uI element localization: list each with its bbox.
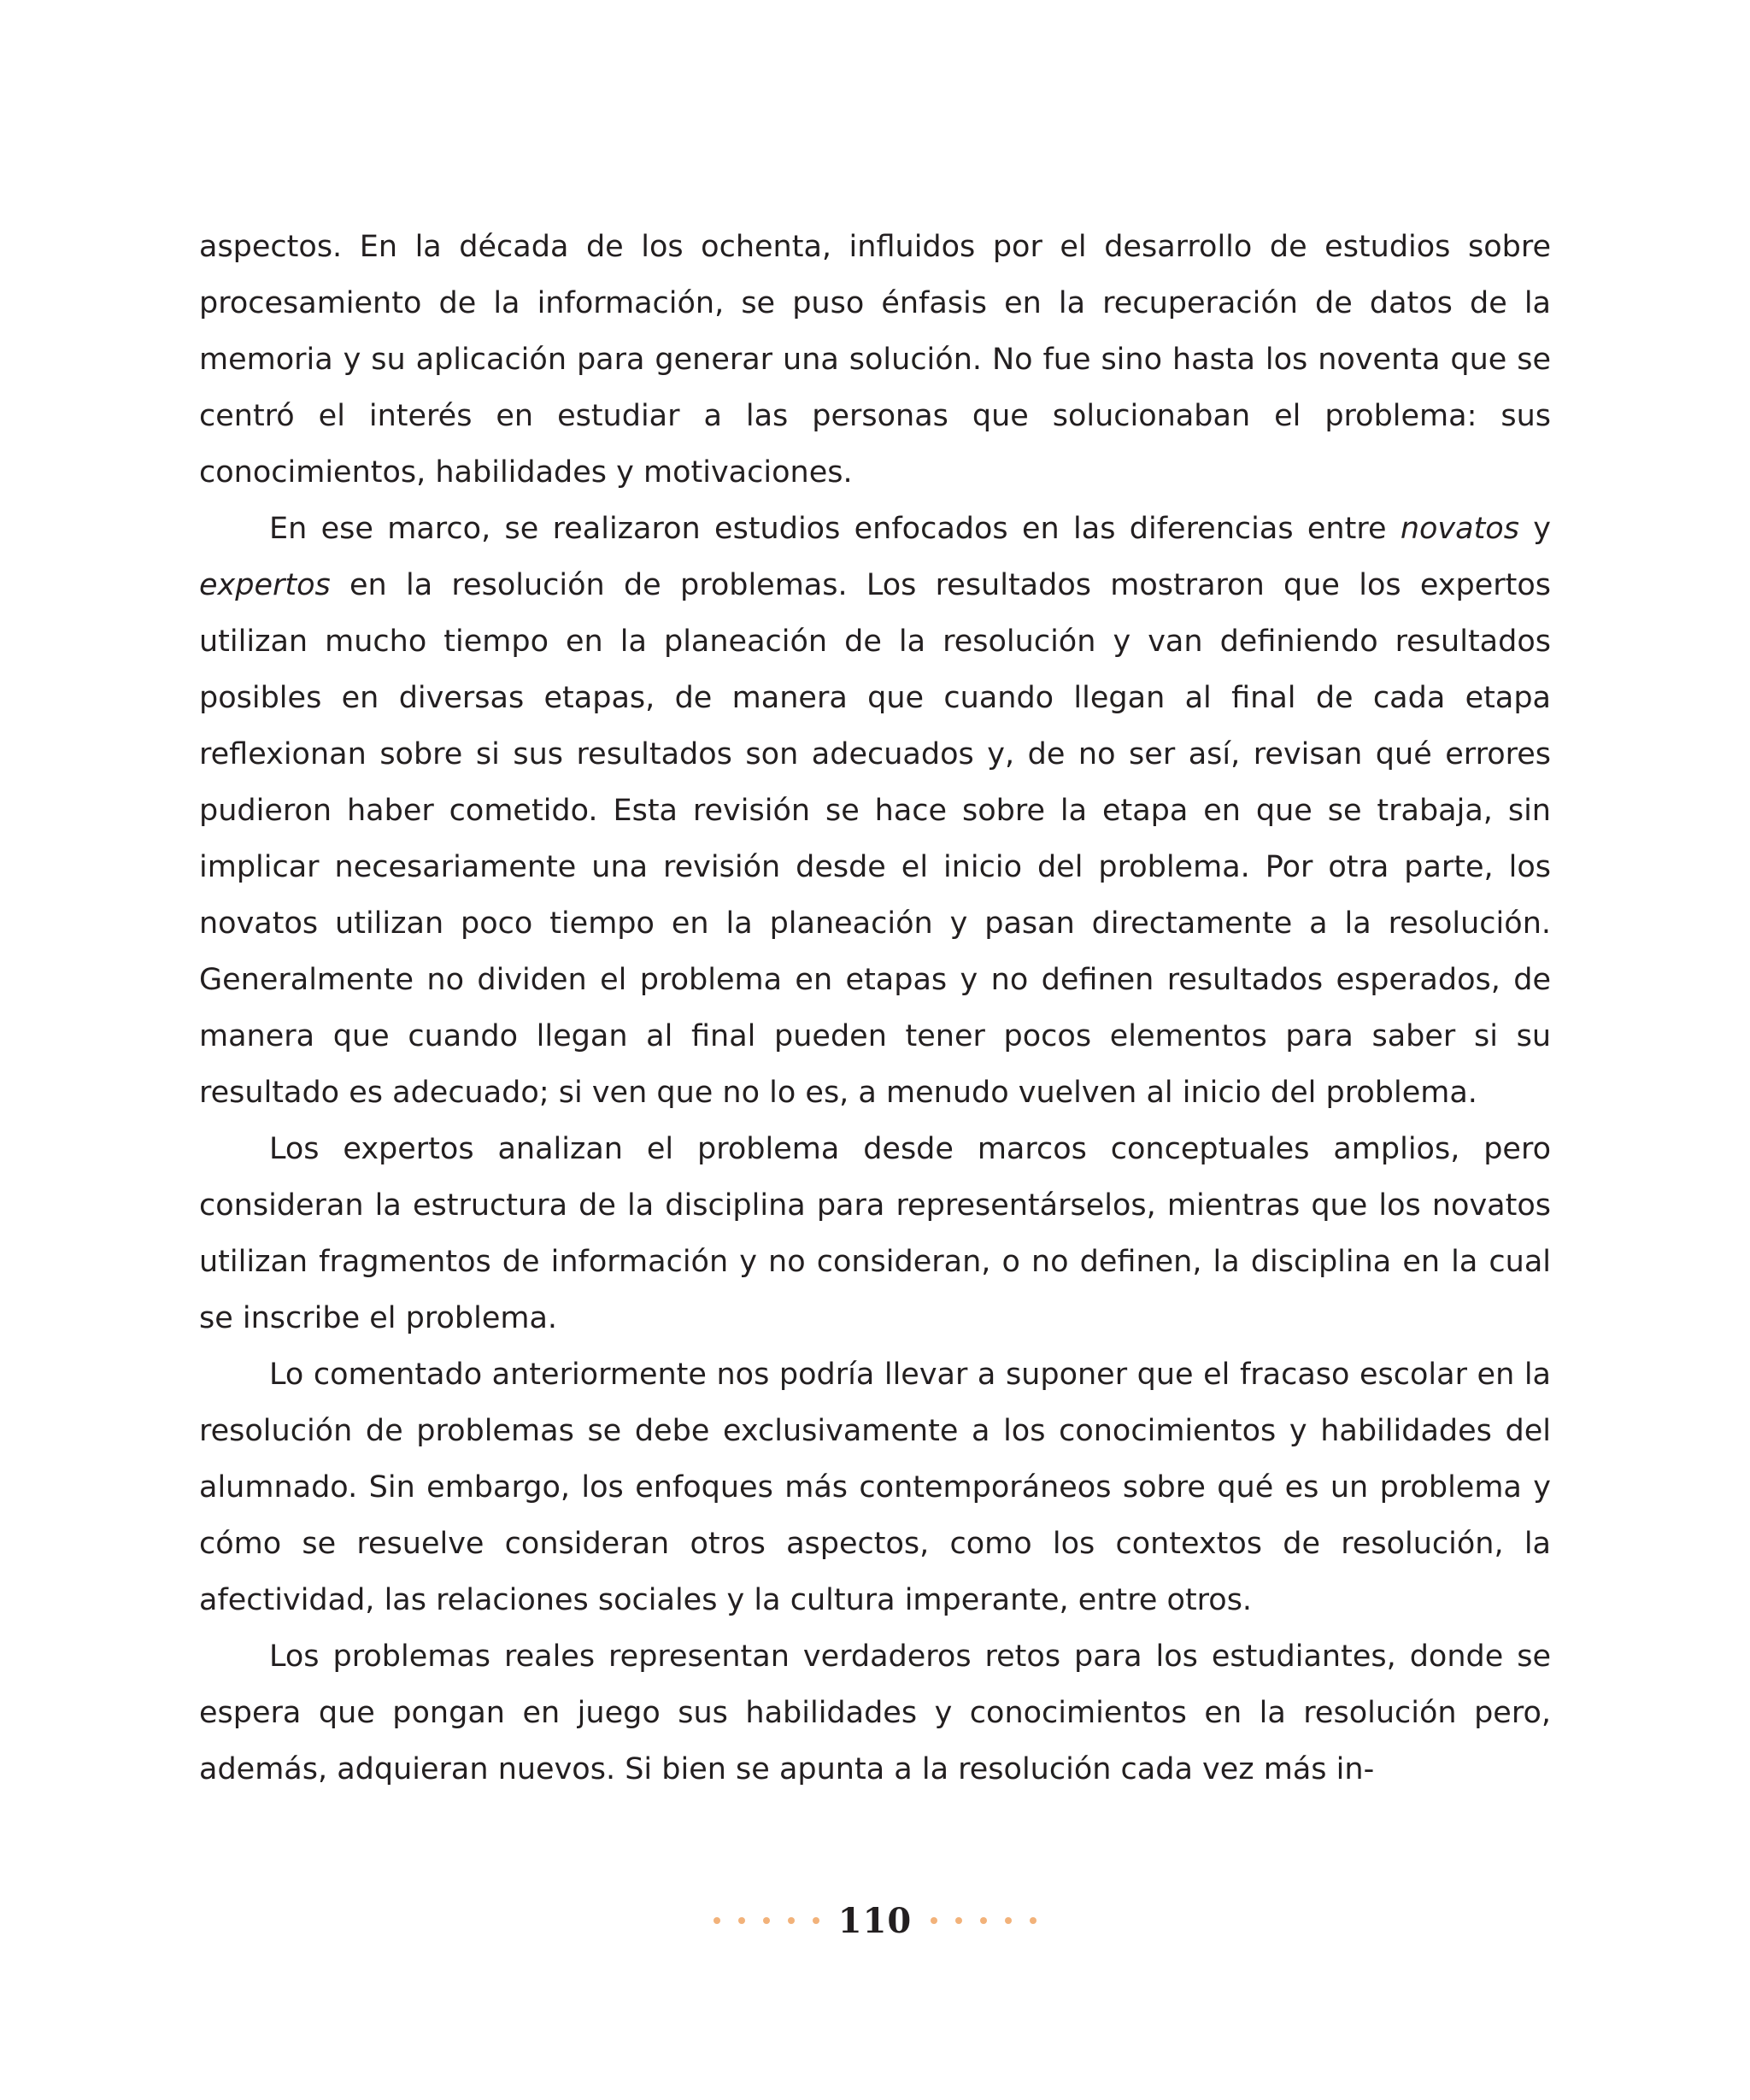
paragraph [199, 501, 1551, 1121]
dot-ornament [788, 1917, 795, 1924]
paragraph: Los problemas reales representan verdaderos retos para los estudiantes, donde se espera que pongan en juego sus habilidades y conocimientos en la resolución pero, además, adquieran nuevos. Si bien se apunta a la resolución cada vez más in- [199, 1640, 1551, 1786]
dot-ornament [1005, 1917, 1012, 1924]
emphasis-novatos: novatos [1400, 512, 1519, 546]
body-text [199, 219, 1551, 1798]
left-dot-leader [714, 1917, 819, 1924]
dot-ornament [738, 1917, 745, 1924]
dot-ornament [714, 1917, 720, 1924]
dot-ornament [763, 1917, 770, 1924]
paragraph-text: y [1518, 512, 1551, 546]
paragraph: aspectos. En la década de los ochenta, influidos por el desarrollo de estudios sobre procesamiento de la información, se puso énfasis en la recuperación de datos de la memoria y su aplicación para generar una solución. No fue sino hasta los noventa que se centró el interés en estudiar a las personas que solucionaban el problema: sus conocimientos, habilidades y motivaciones. [199, 230, 1551, 490]
dot-ornament [813, 1917, 819, 1924]
dot-ornament [1030, 1917, 1036, 1924]
right-dot-leader [931, 1917, 1036, 1924]
page-number: 110 [837, 1900, 913, 1941]
page-footer [0, 1895, 1750, 1946]
emphasis-expertos: expertos [199, 568, 331, 602]
paragraph-text: en la resolución de problemas. Los resultados mostraron que los expertos utilizan mucho tiempo en la planeación de la resolución y van definiendo resultados posibles en diversas etapas, de manera que cuando llegan al final de cada etapa reflexionan sobre si sus resultados son adecuados y, de no ser así, revisan qué errores pudieron haber cometido. Esta revisión se hace sobre la etapa en que se trabaja, sin implicar necesariamente una revisión desde el inicio del problema. Por otra parte, los novatos utilizan poco tiempo en la planeación y pasan directamente a la resolución. Generalmente no dividen el problema en etapas y no definen resultados esperados, de manera que cuando llegan al final pueden tener pocos elementos para saber si su resultado es adecuado; si ven que no lo es, a menudo vuelven al inicio del problema. [199, 568, 1551, 1110]
dot-ornament [931, 1917, 937, 1924]
paragraph-text: En ese marco, se realizaron estudios enfocados en las diferencias entre [269, 512, 1401, 546]
paragraph: Los expertos analizan el problema desde marcos conceptuales amplios, pero consideran la estructura de la disciplina para representárselos, mientras que los novatos utilizan fragmentos de información y no consideran, o no definen, la disciplina en la cual se inscribe el problema. [199, 1132, 1551, 1335]
dot-ornament [980, 1917, 987, 1924]
paragraph: Lo comentado anteriormente nos podría llevar a suponer que el fracaso escolar en la resolución de problemas se debe exclusivamente a los conocimientos y habilidades del alumnado. Sin embargo, los enfoques más contemporáneos sobre qué es un problema y cómo se resuelve consideran otros aspectos, como los contextos de resolución, la afectividad, las relaciones sociales y la cultura imperante, entre otros. [199, 1358, 1551, 1617]
dot-ornament [955, 1917, 962, 1924]
